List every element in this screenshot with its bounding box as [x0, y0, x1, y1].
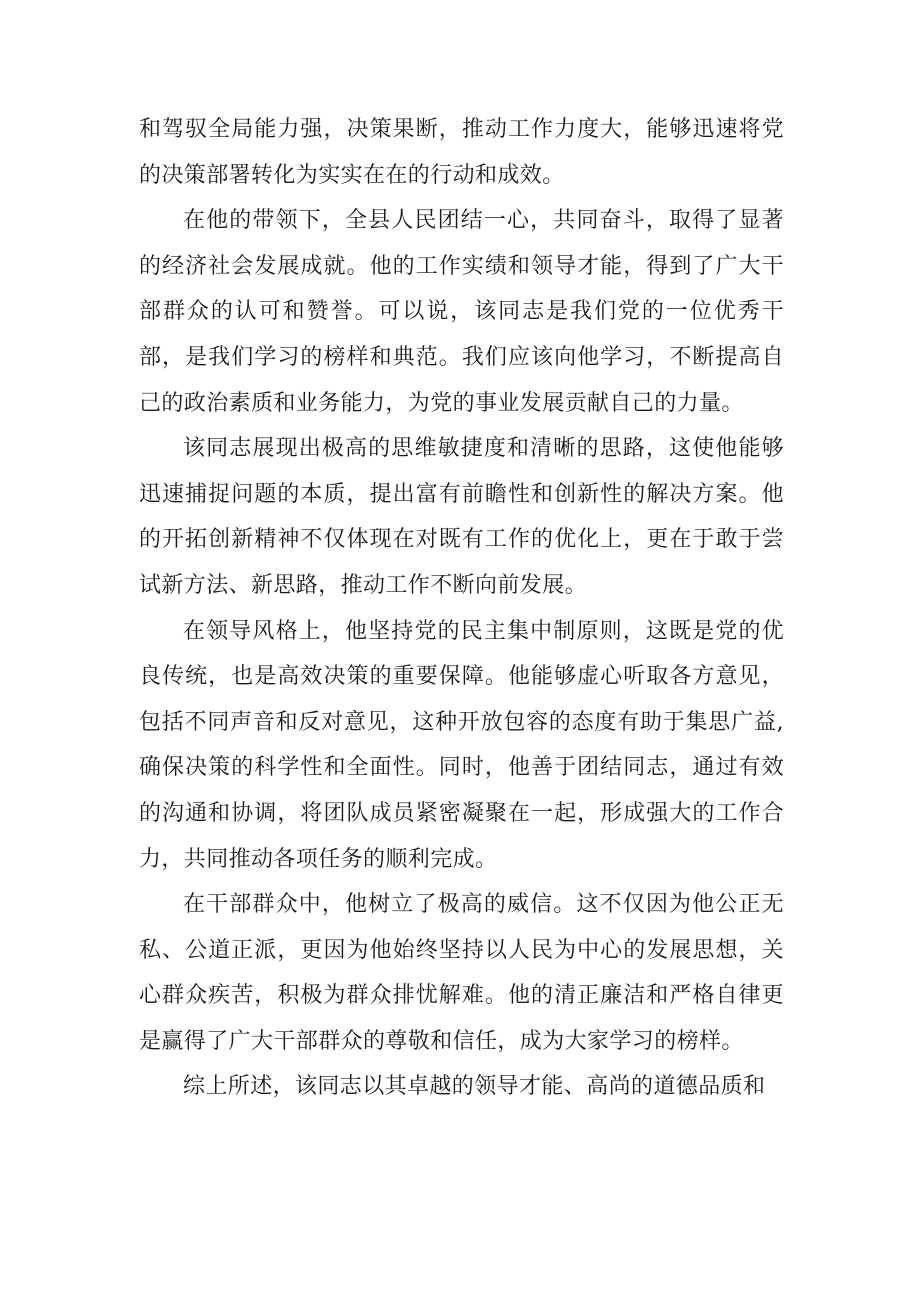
paragraph-5: 在干部群众中，他树立了极高的威信。这不仅因为他公正无私、公道正派，更因为他始终坚持以人民为中心的发展思想，关心群众疾苦，积极为群众排忧解难。他的清正廉洁和严格自律更是赢得了广大干部群众的尊敬和信任，成为大家学习的榜样。 [139, 892, 784, 1054]
paragraph-3: 该同志展现出极高的思维敏捷度和清晰的思路，这使他能够迅速捕捉问题的本质，提出富有前瞻性和创新性的解决方案。他的开拓创新精神不仅体现在对既有工作的优化上，更在于敢于尝试新方法、新思路，推动工作不断向前发展。 [139, 436, 784, 598]
document-body [139, 107, 784, 1110]
paragraph-2: 在他的带领下，全县人民团结一心，共同奋斗，取得了显著的经济社会发展成就。他的工作实绩和领导才能，得到了广大干部群众的认可和赞誉。可以说，该同志是我们党的一位优秀干部，是我们学习的榜样和典范。我们应该向他学习，不断提高自己的政治素质和业务能力，为党的事业发展贡献自己的力量。 [139, 208, 784, 416]
paragraph-1: 和驾驭全局能力强，决策果断，推动工作力度大，能够迅速将党的决策部署转化为实实在在的行动和成效。 [139, 117, 784, 188]
paragraph-4: 在领导风格上，他坚持党的民主集中制原则，这既是党的优良传统，也是高效决策的重要保障。他能够虚心听取各方意见，包括不同声音和反对意见，这种开放包容的态度有助于集思广益,确保决策的科学性和全面性。同时，他善于团结同志，通过有效的沟通和协调，将团队成员紧密凝聚在一起，形成强大的工作合力，共同推动各项任务的顺利完成。 [139, 618, 784, 872]
paragraph-6: 综上所述，该同志以其卓越的领导才能、高尚的道德品质和 [183, 1074, 766, 1100]
